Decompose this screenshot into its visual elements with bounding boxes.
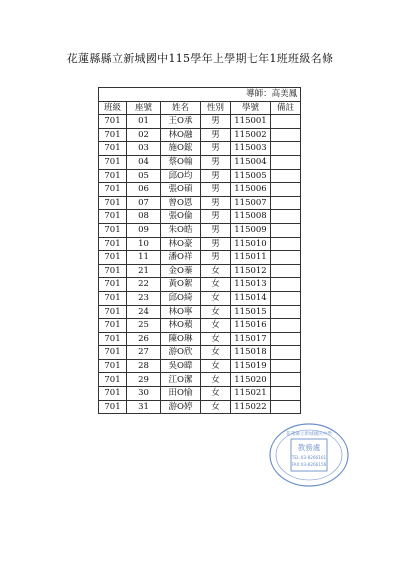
- name-cell: 林O豪: [161, 237, 201, 251]
- name-cell: 施O鋐: [161, 142, 201, 156]
- column-header: 姓名: [161, 101, 201, 115]
- name-cell: 江O潔: [161, 373, 201, 387]
- name-cell: 王O承: [161, 115, 201, 129]
- remark-cell: [271, 223, 301, 237]
- table-row: [99, 128, 301, 142]
- mentor-label: 導師：高美鳳: [99, 88, 301, 102]
- student-id-cell: 115016: [231, 319, 271, 333]
- remark-cell: [271, 115, 301, 129]
- class-cell: 701: [99, 237, 127, 251]
- class-cell: 701: [99, 359, 127, 373]
- remark-cell: [271, 264, 301, 278]
- remark-cell: [271, 210, 301, 224]
- remark-cell: [271, 400, 301, 414]
- seat-cell: 28: [127, 359, 161, 373]
- student-id-cell: 115021: [231, 387, 271, 401]
- gender-cell: 男: [201, 183, 231, 197]
- student-id-cell: 115008: [231, 210, 271, 224]
- stamp-school-name: 花蓮縣立新城國民中學: [286, 432, 332, 437]
- student-id-cell: 115017: [231, 332, 271, 346]
- column-header: 備註: [271, 101, 301, 115]
- gender-cell: 男: [201, 223, 231, 237]
- seat-cell: 08: [127, 210, 161, 224]
- gender-cell: 女: [201, 387, 231, 401]
- stamp-fax: FAX:03-8266156: [291, 462, 327, 467]
- document-title: 花蓮縣縣立新城國中115學年上學期七年1班班級名條: [66, 52, 334, 65]
- class-cell: 701: [99, 373, 127, 387]
- seat-cell: 30: [127, 387, 161, 401]
- gender-cell: 女: [201, 359, 231, 373]
- remark-cell: [271, 278, 301, 292]
- class-cell: 701: [99, 332, 127, 346]
- name-cell: 吳O暐: [161, 359, 201, 373]
- class-cell: 701: [99, 196, 127, 210]
- name-cell: 游O婷: [161, 400, 201, 414]
- remark-cell: [271, 359, 301, 373]
- remark-cell: [271, 155, 301, 169]
- class-cell: 701: [99, 183, 127, 197]
- remark-cell: [271, 142, 301, 156]
- column-header: 性別: [201, 101, 231, 115]
- seat-cell: 09: [127, 223, 161, 237]
- table-row: [99, 115, 301, 129]
- gender-cell: 女: [201, 332, 231, 346]
- name-cell: 陳O琳: [161, 332, 201, 346]
- gender-cell: 女: [201, 346, 231, 360]
- seat-cell: 27: [127, 346, 161, 360]
- class-cell: 701: [99, 142, 127, 156]
- student-id-cell: 115003: [231, 142, 271, 156]
- seat-cell: 11: [127, 251, 161, 265]
- seat-cell: 21: [127, 264, 161, 278]
- class-cell: 701: [99, 210, 127, 224]
- student-id-cell: 115013: [231, 278, 271, 292]
- name-cell: 曾O恩: [161, 196, 201, 210]
- column-header: 班級: [99, 101, 127, 115]
- student-id-cell: 115015: [231, 305, 271, 319]
- seat-cell: 23: [127, 291, 161, 305]
- remark-cell: [271, 305, 301, 319]
- class-cell: 701: [99, 264, 127, 278]
- table-row: [99, 142, 301, 156]
- class-cell: 701: [99, 305, 127, 319]
- remark-cell: [271, 346, 301, 360]
- student-id-cell: 115019: [231, 359, 271, 373]
- name-cell: 游O欣: [161, 346, 201, 360]
- name-cell: 張O倫: [161, 210, 201, 224]
- table-row: [99, 387, 301, 401]
- gender-cell: 女: [201, 278, 231, 292]
- seat-cell: 25: [127, 319, 161, 333]
- name-cell: 金O蓁: [161, 264, 201, 278]
- seat-cell: 10: [127, 237, 161, 251]
- class-cell: 701: [99, 346, 127, 360]
- class-cell: 701: [99, 128, 127, 142]
- gender-cell: 女: [201, 373, 231, 387]
- column-header: 學號: [231, 101, 271, 115]
- seat-cell: 02: [127, 128, 161, 142]
- name-cell: 蔡O翰: [161, 155, 201, 169]
- remark-cell: [271, 251, 301, 265]
- student-id-cell: 115004: [231, 155, 271, 169]
- remark-cell: [271, 291, 301, 305]
- student-id-cell: 115001: [231, 115, 271, 129]
- seat-cell: 05: [127, 169, 161, 183]
- gender-cell: 男: [201, 169, 231, 183]
- remark-cell: [271, 373, 301, 387]
- class-roster-table: [98, 87, 301, 414]
- student-id-cell: 115007: [231, 196, 271, 210]
- table-row: [99, 210, 301, 224]
- student-id-cell: 115020: [231, 373, 271, 387]
- student-id-cell: 115009: [231, 223, 271, 237]
- class-cell: 701: [99, 319, 127, 333]
- seat-cell: 04: [127, 155, 161, 169]
- table-row: [99, 400, 301, 414]
- table-row: [99, 223, 301, 237]
- remark-cell: [271, 128, 301, 142]
- student-id-cell: 115010: [231, 237, 271, 251]
- seat-cell: 01: [127, 115, 161, 129]
- table-row: [99, 278, 301, 292]
- remark-cell: [271, 169, 301, 183]
- table-row: [99, 237, 301, 251]
- table-row: [99, 264, 301, 278]
- class-cell: 701: [99, 223, 127, 237]
- name-cell: 朱O皓: [161, 223, 201, 237]
- table-row: [99, 183, 301, 197]
- seat-cell: 22: [127, 278, 161, 292]
- remark-cell: [271, 183, 301, 197]
- name-cell: 潘O祥: [161, 251, 201, 265]
- student-id-cell: 115006: [231, 183, 271, 197]
- class-cell: 701: [99, 387, 127, 401]
- table-row: [99, 169, 301, 183]
- table-row: [99, 305, 301, 319]
- seat-cell: 29: [127, 373, 161, 387]
- name-cell: 張O碩: [161, 183, 201, 197]
- gender-cell: 男: [201, 142, 231, 156]
- remark-cell: [271, 237, 301, 251]
- table-row: [99, 332, 301, 346]
- table-row: [99, 291, 301, 305]
- office-seal-stamp: [268, 422, 350, 488]
- table-row: [99, 373, 301, 387]
- student-id-cell: 115005: [231, 169, 271, 183]
- gender-cell: 男: [201, 128, 231, 142]
- table-row: [99, 251, 301, 265]
- name-cell: 田O愉: [161, 387, 201, 401]
- header-row: [99, 101, 301, 115]
- table-row: [99, 346, 301, 360]
- name-cell: 林O寧: [161, 305, 201, 319]
- student-id-cell: 115002: [231, 128, 271, 142]
- name-cell: 黃O絮: [161, 278, 201, 292]
- student-id-cell: 115012: [231, 264, 271, 278]
- class-cell: 701: [99, 115, 127, 129]
- remark-cell: [271, 196, 301, 210]
- gender-cell: 男: [201, 251, 231, 265]
- stamp-phone: TEL:03-8266161: [291, 455, 327, 460]
- name-cell: 林O融: [161, 128, 201, 142]
- seat-cell: 26: [127, 332, 161, 346]
- student-id-cell: 115014: [231, 291, 271, 305]
- class-cell: 701: [99, 169, 127, 183]
- seat-cell: 31: [127, 400, 161, 414]
- gender-cell: 男: [201, 196, 231, 210]
- seat-cell: 03: [127, 142, 161, 156]
- name-cell: 邱O均: [161, 169, 201, 183]
- name-cell: 林O蘋: [161, 319, 201, 333]
- seat-cell: 07: [127, 196, 161, 210]
- table-row: [99, 196, 301, 210]
- gender-cell: 男: [201, 237, 231, 251]
- seat-cell: 24: [127, 305, 161, 319]
- class-cell: 701: [99, 278, 127, 292]
- mentor-row: [99, 88, 301, 102]
- remark-cell: [271, 332, 301, 346]
- column-header: 座號: [127, 101, 161, 115]
- table-row: [99, 359, 301, 373]
- gender-cell: 男: [201, 115, 231, 129]
- gender-cell: 女: [201, 319, 231, 333]
- student-id-cell: 115011: [231, 251, 271, 265]
- class-cell: 701: [99, 251, 127, 265]
- remark-cell: [271, 387, 301, 401]
- stamp-office-name: 教務處: [297, 443, 321, 452]
- student-id-cell: 115022: [231, 400, 271, 414]
- gender-cell: 女: [201, 400, 231, 414]
- seat-cell: 06: [127, 183, 161, 197]
- remark-cell: [271, 319, 301, 333]
- gender-cell: 男: [201, 210, 231, 224]
- gender-cell: 女: [201, 291, 231, 305]
- table-row: [99, 319, 301, 333]
- gender-cell: 女: [201, 264, 231, 278]
- student-id-cell: 115018: [231, 346, 271, 360]
- gender-cell: 女: [201, 305, 231, 319]
- class-cell: 701: [99, 291, 127, 305]
- table-row: [99, 155, 301, 169]
- class-cell: 701: [99, 155, 127, 169]
- gender-cell: 男: [201, 155, 231, 169]
- name-cell: 邱O綺: [161, 291, 201, 305]
- class-cell: 701: [99, 400, 127, 414]
